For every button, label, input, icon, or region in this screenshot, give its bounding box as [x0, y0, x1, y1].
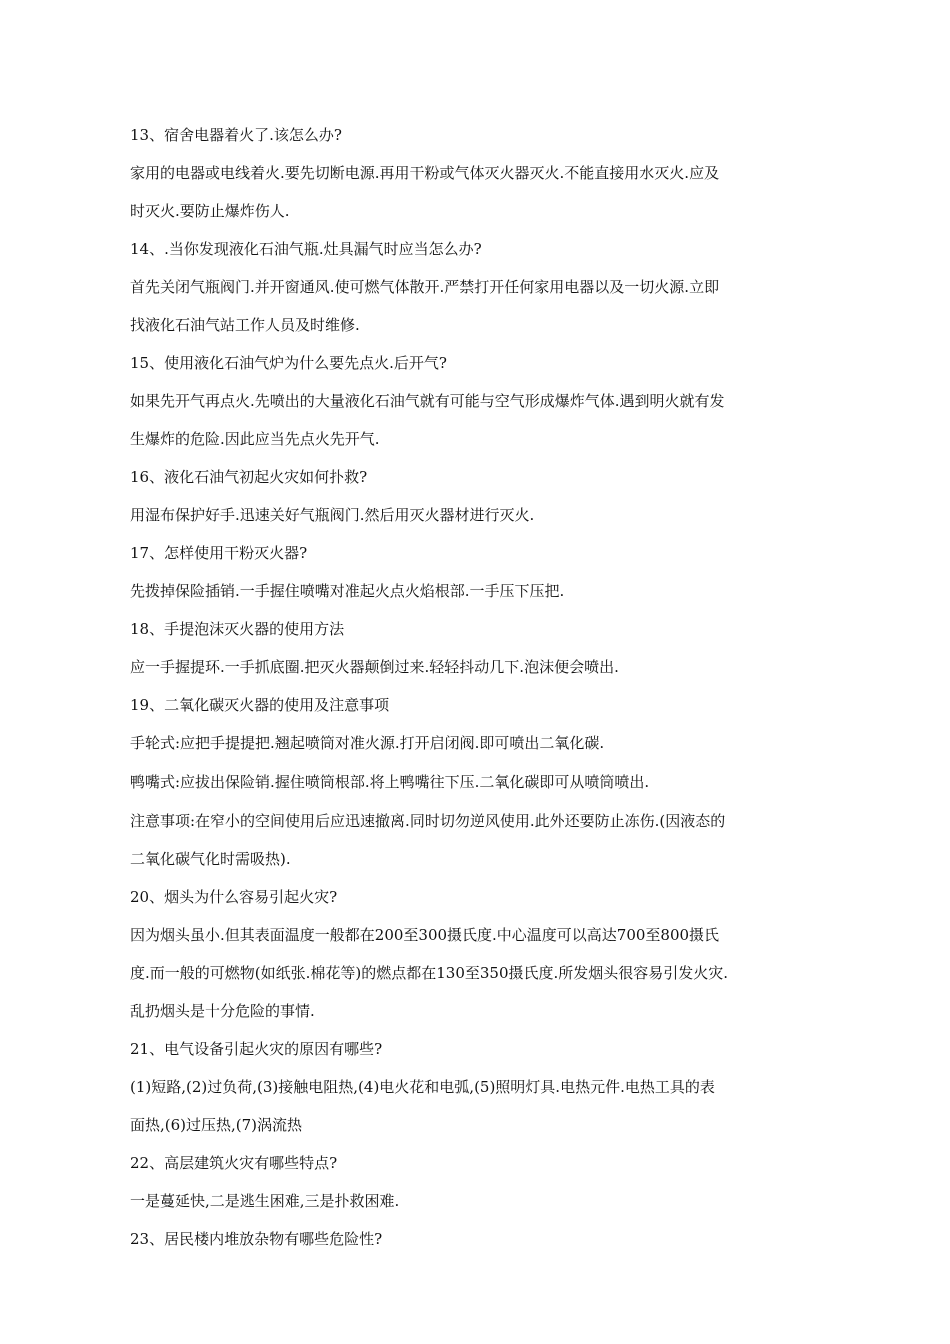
answer-19-duckbill: 鸭嘴式:应拔出保险销.握住喷筒根部.将上鸭嘴往下压.二氧化碳即可从喷筒喷出. — [130, 773, 650, 791]
answer-20-line-1: 因为烟头虽小.但其表面温度一般都在200至300摄氏度.中心温度可以高达700至800摄氏 — [130, 926, 720, 944]
answer-21-line-2: 面热,(6)过压热,(7)涡流热 — [130, 1116, 303, 1134]
answer-18-line-1: 应一手握提环.一手抓底圈.把灭火器颠倒过来.轻轻抖动几下.泡沫便会喷出. — [130, 658, 619, 676]
answer-17-line-1: 先拨掉保险插销.一手握住喷嘴对准起火点火焰根部.一手压下压把. — [130, 582, 565, 600]
question-23: 23、居民楼内堆放杂物有哪些危险性? — [130, 1230, 383, 1248]
question-22: 22、高层建筑火灾有哪些特点? — [130, 1154, 338, 1172]
answer-19-handwheel: 手轮式:应把手提提把.翘起喷筒对准火源.打开启闭阀.即可喷出二氧化碳. — [130, 734, 605, 752]
question-16: 16、液化石油气初起火灾如何扑救? — [130, 468, 368, 486]
answer-20-line-2: 度.而一般的可燃物(如纸张.棉花等)的燃点都在130至350摄氏度.所发烟头很容易引发火灾. — [130, 964, 729, 982]
question-15: 15、使用液化石油气炉为什么要先点火.后开气? — [130, 354, 447, 372]
question-19: 19、二氧化碳灭火器的使用及注意事项 — [130, 696, 390, 714]
answer-13-line-1: 家用的电器或电线着火.要先切断电源.再用干粉或气体灭火器灭火.不能直接用水灭火.应及 — [130, 164, 720, 182]
question-14: 14、.当你发现液化石油气瓶.灶具漏气时应当怎么办? — [130, 240, 482, 258]
question-17: 17、怎样使用干粉灭火器? — [130, 544, 308, 562]
question-20: 20、烟头为什么容易引起火灾? — [130, 888, 338, 906]
answer-15-line-2: 生爆炸的危险.因此应当先点火先开气. — [130, 430, 380, 448]
answer-22-line-1: 一是蔓延快,二是逃生困难,三是扑救困难. — [130, 1192, 400, 1210]
answer-16-line-1: 用湿布保护好手.迅速关好气瓶阀门.然后用灭火器材进行灭火. — [130, 506, 535, 524]
answer-14-line-2: 找液化石油气站工作人员及时维修. — [130, 316, 360, 334]
answer-20-line-3: 乱扔烟头是十分危险的事情. — [130, 1002, 315, 1020]
answer-15-line-1: 如果先开气再点火.先喷出的大量液化石油气就有可能与空气形成爆炸气体.遇到明火就有发 — [130, 392, 725, 410]
answer-21-line-1: (1)短路,(2)过负荷,(3)接触电阻热,(4)电火花和电弧,(5)照明灯具.电热元件.电热工具的表 — [130, 1078, 715, 1096]
document-body — [130, 123, 820, 1251]
answer-14-line-1: 首先关闭气瓶阀门.并开窗通风.使可燃气体散开.严禁打开任何家用电器以及一切火源.立即 — [130, 278, 720, 296]
question-21: 21、电气设备引起火灾的原因有哪些? — [130, 1040, 383, 1058]
answer-19-notes-line-2: 二氧化碳气化时需吸热). — [130, 850, 291, 868]
question-18: 18、手提泡沫灭火器的使用方法 — [130, 620, 345, 638]
question-13: 13、宿舍电器着火了.该怎么办? — [130, 126, 342, 144]
answer-19-notes-line-1: 注意事项:在窄小的空间使用后应迅速撤离.同时切勿逆风使用.此外还要防止冻伤.(因液态的 — [130, 812, 726, 830]
answer-13-line-2: 时灭火.要防止爆炸伤人. — [130, 202, 290, 220]
